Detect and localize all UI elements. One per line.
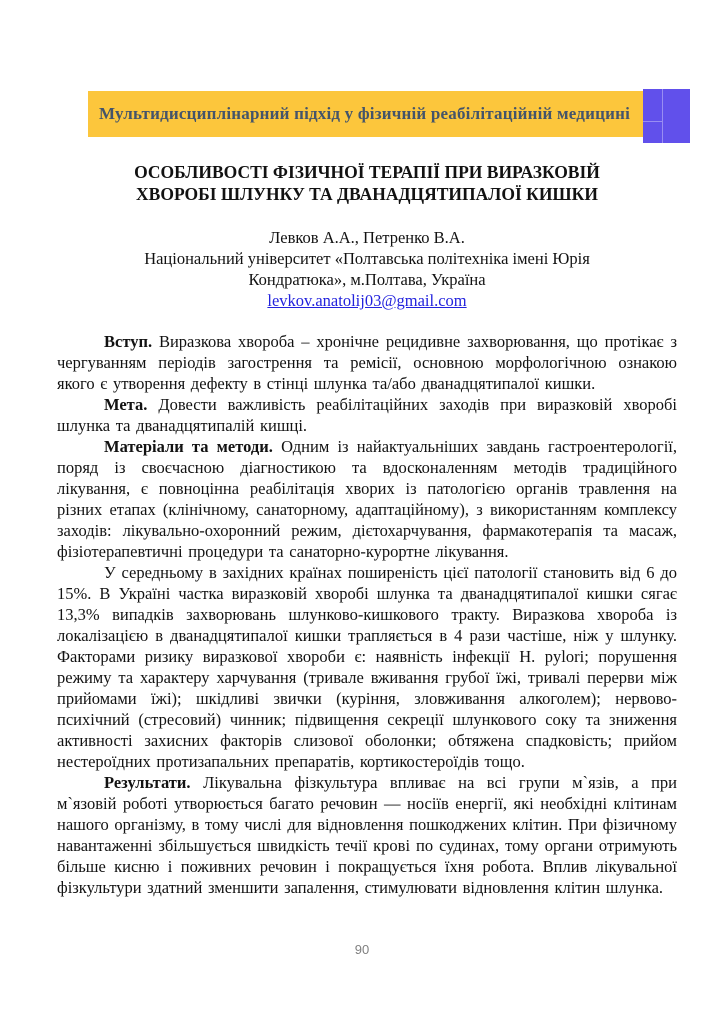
accent-divider-horizontal	[643, 121, 662, 122]
authors-line: Левков А.А., Петренко В.А.	[269, 228, 465, 247]
paragraph-text: Довести важливість реабілітаційних заходів при виразковій хворобі шлунка та дванадцятипалій кишці.	[57, 395, 677, 435]
accent-divider-vertical	[662, 89, 663, 143]
paragraph-results	[57, 772, 677, 898]
paragraph-text: Одним із найактуальніших завдань гастроентерології, поряд із своєчасною діагностикою та вдосконаленням методів традиційного лікування, є повноцінна реабілітація хворих із патологією органів травлення на різних етапах (клінічному, санаторному, адаптаційному), з використанням комплексу заходів: лікувально-охоронний режим, дієтохарчування, фармакотерапія та масаж, фізіотерапевтичні процедури та санаторно-курортне лікування.	[57, 437, 677, 561]
article-content	[57, 161, 677, 898]
paragraph-lead: Результати.	[104, 773, 191, 792]
page-number: 90	[354, 942, 370, 957]
banner-title: Мультидисциплінарний підхід у фізичній реабілітаційній медицині	[98, 104, 631, 123]
paragraph-lead: Мета.	[104, 395, 148, 414]
paragraph-lead: Матеріали та методи.	[104, 437, 273, 456]
header-banner	[88, 91, 690, 137]
affiliation-line	[57, 248, 677, 290]
paragraph-intro	[57, 331, 677, 394]
email-row	[57, 290, 677, 311]
affiliation-line-1: Національний університет «Полтавська політехніка імені Юрія	[144, 249, 590, 268]
paragraph-aim	[57, 394, 677, 436]
paragraph-lead: Вступ.	[104, 332, 153, 351]
paragraph-text: Виразкова хвороба – хронічне рецидивне захворювання, що протікає з чергуванням періодів загострення та ремісії, основною морфологічною ознакою якого є утворення дефекту в стінці шлунка та/або дванадцятипалої кишки.	[57, 332, 677, 393]
banner-accent-block	[643, 89, 690, 143]
paragraph-text: У середньому в західних країнах поширеність цієї патології становить від 6 до 15%. В Україні частка виразковій хворобі шлунка та дванадцятипалої кишки сягає 13,3% випадків захворювань шлунково-кишкового тракту. Виразкова хвороба із локалізацією в дванадцятипалої кишки трапляється в 4 рази частіше, ніж у шлунку. Факторами ризику виразкової хвороби є: наявність інфекції H. pylori; порушення режиму та характеру харчування (тривале вживання грубої їжі, тривалі перерви між прийомами їжі); шкідливі звички (куріння, зловживання алкоголем); нервово-психічний (стресовий) чинник; підвищення секреції шлункового соку та зниження активності захисних факторів слизової оболонки; обтяжена спадковість; прийом нестероїдних протизапальних препаратів, кортикостероїдів тощо.	[57, 563, 677, 771]
article-title-line-2: ХВОРОБІ ШЛУНКУ ТА ДВАНАДЦЯТИПАЛОЇ КИШКИ	[136, 184, 598, 204]
affiliation-line-2: Кондратюка», м.Полтава, Україна	[248, 270, 486, 289]
paragraph-epidemiology	[57, 562, 677, 772]
article-title	[57, 161, 677, 205]
paragraph-text: Лікувальна фізкультура впливає на всі групи м`язів, а при м`язовій роботі утворюється багато речовин — носіїв енергії, які необхідні клітинам нашого організму, в тому числі для відновлення пошкоджених клітин. При фізичному навантаженні збільшується швидкість течії крові по судинах, тому органи отримують більше кисню і поживних речовин і покращується їхня робота. Вплив лікувальної фізкультури здатний зменшити запалення, стимулювати відновлення клітин шлунка.	[57, 773, 678, 897]
paragraph-materials-methods	[57, 436, 677, 562]
email-link[interactable]: levkov.anatolij03@gmail.com	[267, 291, 467, 310]
article-title-line-1: ОСОБЛИВОСТІ ФІЗИЧНОЇ ТЕРАПІЇ ПРИ ВИРАЗКОВІЙ	[134, 162, 600, 182]
